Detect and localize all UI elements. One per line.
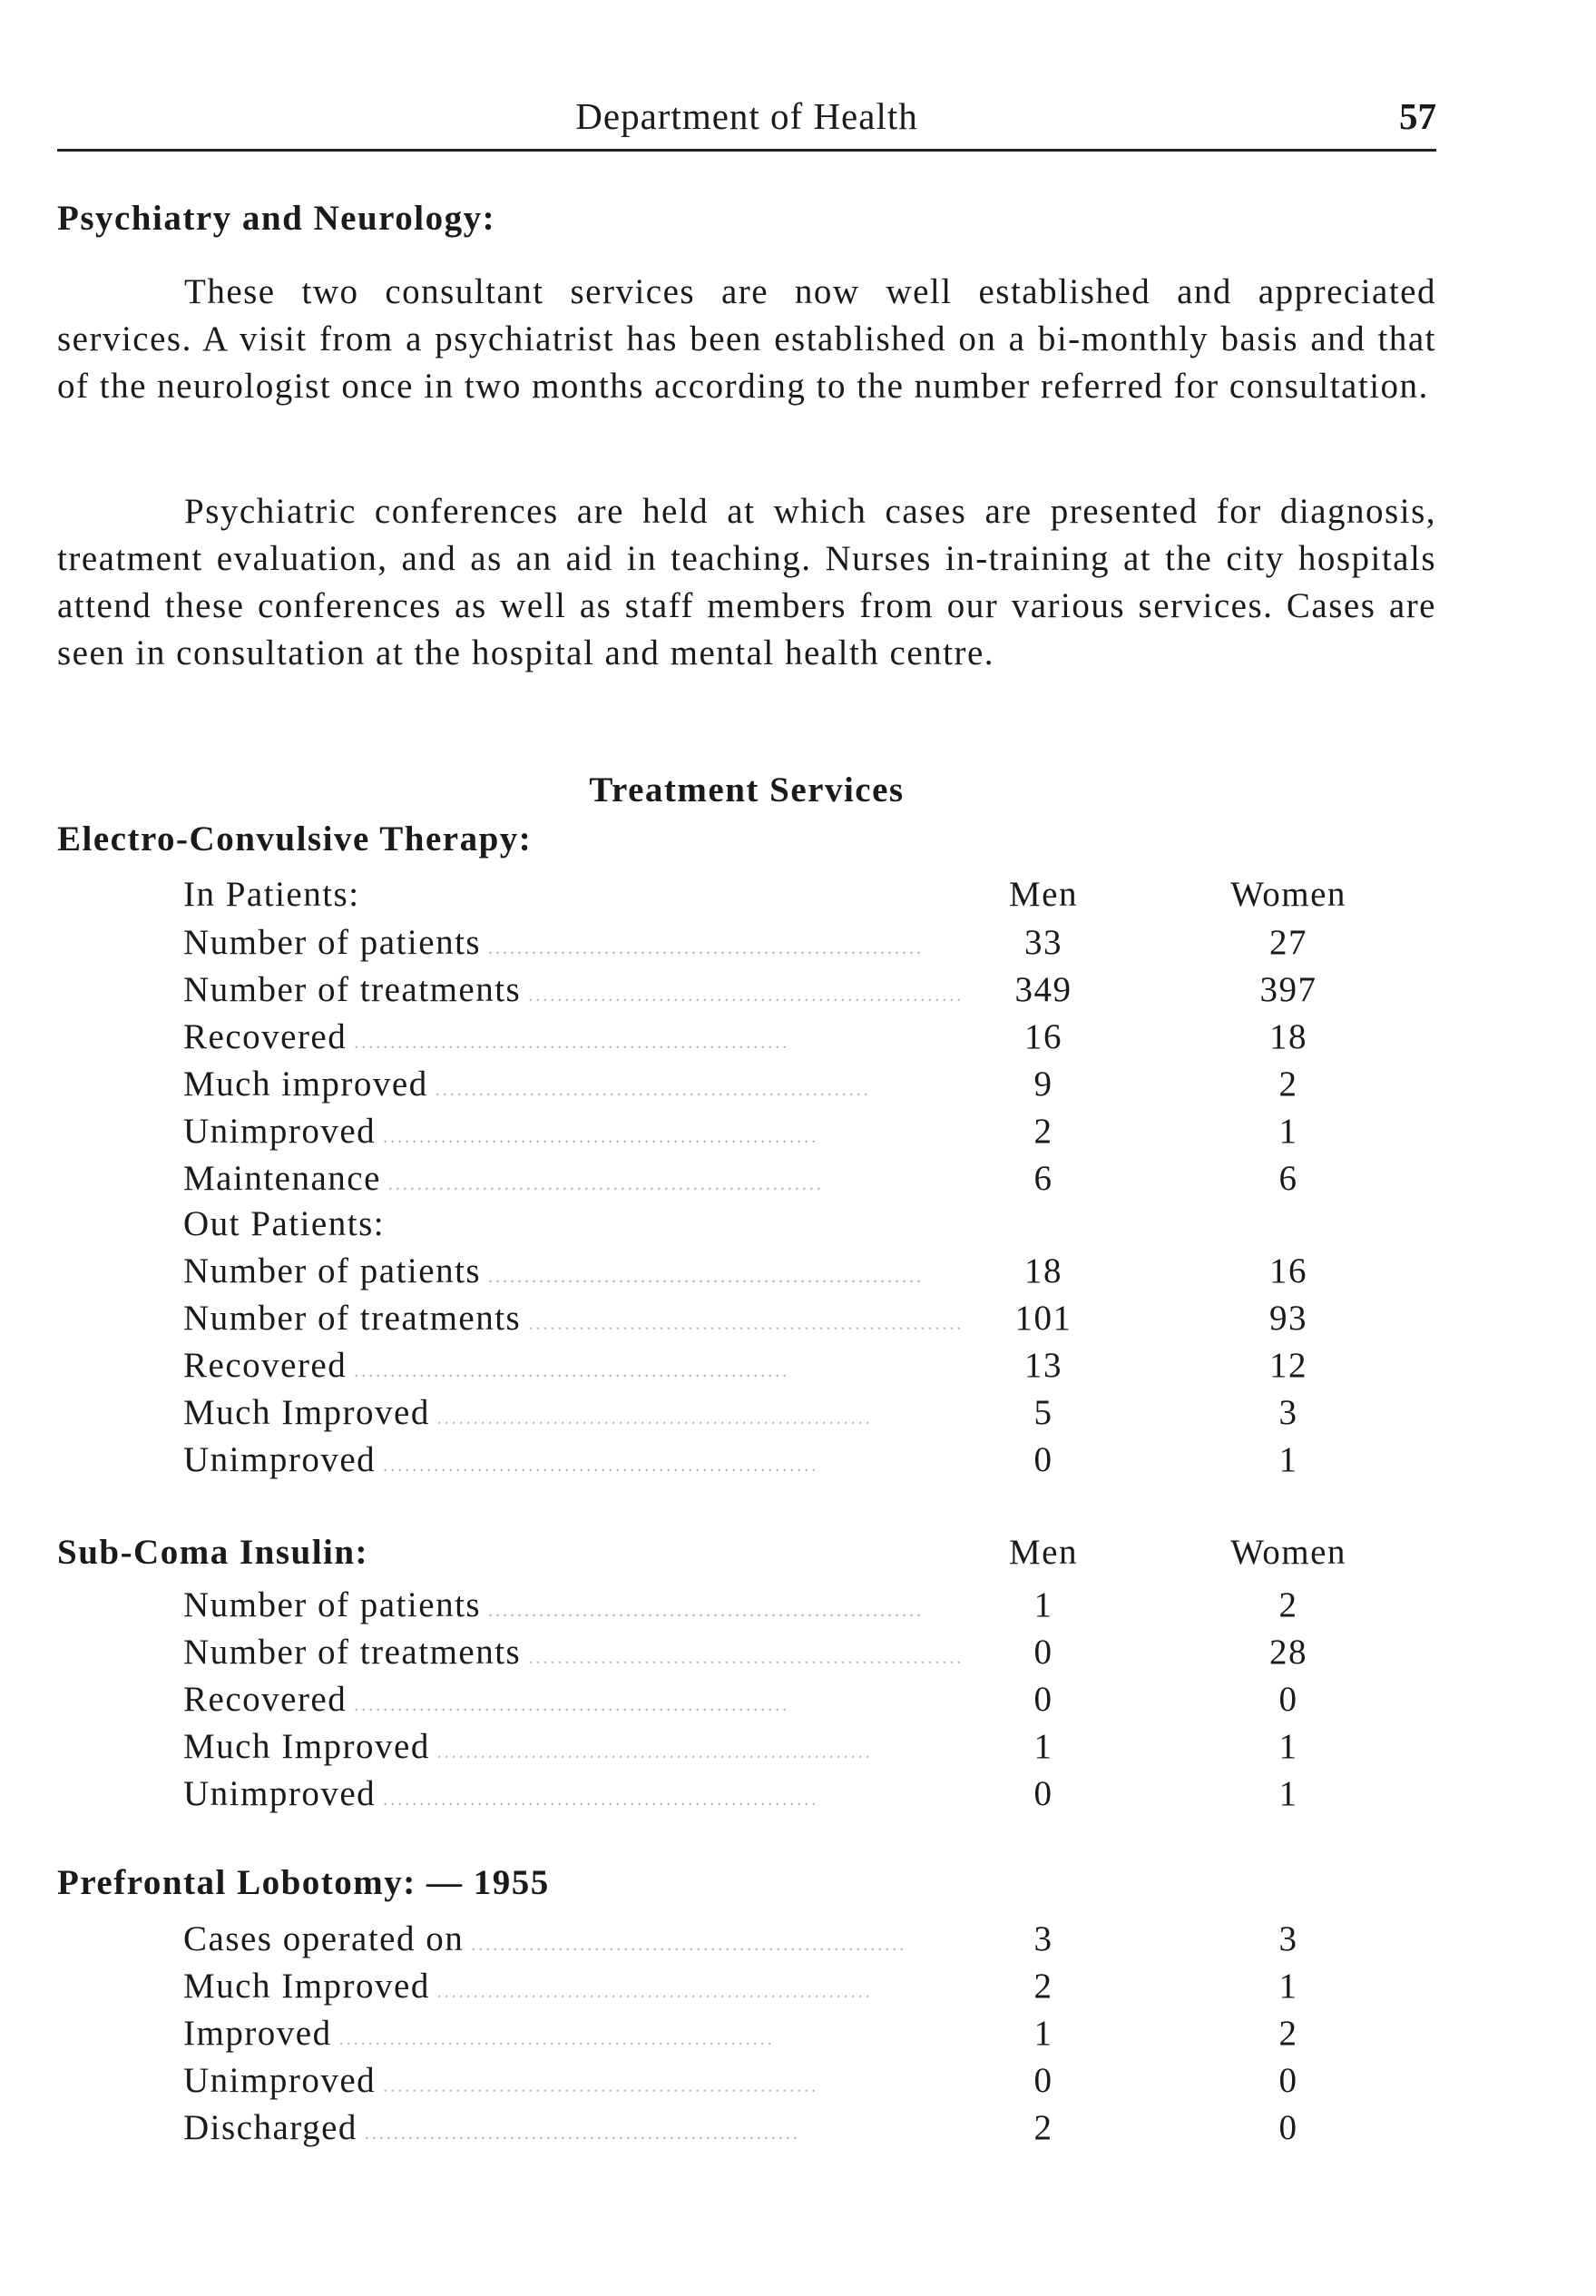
- table-row: [0, 1632, 1596, 1679]
- row-label-text: Much Improved: [183, 1393, 430, 1432]
- row-label: [183, 1726, 873, 1767]
- row-label: [183, 1345, 809, 1386]
- men-value: 3: [1033, 1919, 1053, 1958]
- leader-dots: ............................................................: [481, 1267, 925, 1287]
- men-value: 0: [1033, 1774, 1053, 1813]
- women-value: 1: [1278, 1967, 1298, 2006]
- men-value: 1: [1033, 1585, 1053, 1624]
- row-label: [183, 1064, 871, 1104]
- paragraph-1: [57, 269, 1436, 410]
- table-row: [0, 969, 1596, 1016]
- leader-dots: ............................................................: [521, 986, 964, 1006]
- men-value: 0: [1033, 2061, 1053, 2100]
- row-label: [183, 1016, 809, 1057]
- leader-dots: ............................................................: [427, 1080, 871, 1100]
- row-label-text: Cases operated on: [183, 1919, 465, 1958]
- leader-dots: ............................................................: [376, 1127, 819, 1147]
- table-row: [0, 1439, 1596, 1487]
- row-label: [183, 1966, 873, 2007]
- women-value: 397: [1259, 970, 1317, 1009]
- row-label: [183, 922, 925, 963]
- page-number: 57: [1399, 95, 1436, 137]
- leader-dots: ............................................................: [481, 938, 925, 958]
- row-label-text: Number of treatments: [183, 1633, 522, 1672]
- women-value: 27: [1269, 923, 1307, 962]
- row-label-text: Unimproved: [183, 2061, 377, 2100]
- ect-heading: Electro-Convulsive Therapy:: [57, 819, 533, 859]
- lobotomy-heading: Prefrontal Lobotomy: — 1955: [57, 1863, 550, 1902]
- row-label: [183, 1392, 873, 1433]
- running-title: Department of Health: [575, 95, 918, 137]
- row-label: [183, 2013, 809, 2054]
- table-row: [0, 1966, 1596, 2013]
- row-label-text: Much Improved: [183, 1727, 430, 1766]
- leader-dots: ............................................................: [331, 2029, 775, 2049]
- row-label-text: Recovered: [183, 1017, 348, 1056]
- women-value: 2: [1278, 1585, 1298, 1624]
- in-patients-label: In Patients:: [183, 875, 360, 914]
- row-label: [183, 2060, 819, 2101]
- men-value: 1: [1033, 2014, 1053, 2053]
- women-value: 1: [1278, 1774, 1298, 1813]
- row-label: [183, 1679, 809, 1720]
- row-label-text: Much improved: [183, 1065, 428, 1104]
- row-label-text: Recovered: [183, 1346, 348, 1385]
- row-label-text: Discharged: [183, 2108, 357, 2147]
- row-label-text: Unimproved: [183, 1112, 377, 1151]
- women-value: 16: [1269, 1251, 1307, 1290]
- women-value: 1: [1278, 1440, 1298, 1479]
- women-value: 0: [1278, 2108, 1298, 2147]
- men-value: 9: [1033, 1065, 1053, 1104]
- men-value: 101: [1014, 1299, 1072, 1338]
- women-value: 1: [1278, 1727, 1298, 1766]
- insulin-men-header: Men: [1009, 1533, 1078, 1572]
- table-row: [0, 1773, 1596, 1820]
- table-row: [0, 1016, 1596, 1064]
- women-value: 0: [1278, 1680, 1298, 1719]
- leader-dots: ............................................................: [380, 1174, 824, 1194]
- row-label-text: Unimproved: [183, 1440, 377, 1479]
- leader-dots: ............................................................: [376, 1456, 819, 1476]
- table-row: [0, 2060, 1596, 2107]
- paragraph-2-text: Psychiatric conferences are held at which cases are presented for diagnosis, treatment evaluation, and as an aid in teaching. Nurses in-training at the city hospitals attend these conferences as well as staff members from our various services. Cases are seen in consultation at the hospital and mental health centre.: [57, 492, 1436, 672]
- row-label: [183, 2107, 809, 2148]
- table-row: [0, 1392, 1596, 1439]
- table-row: [0, 1345, 1596, 1392]
- women-column-header: Women: [1230, 875, 1346, 914]
- men-value: 0: [1033, 1633, 1053, 1672]
- table-row: [0, 1064, 1596, 1111]
- table-row: [0, 1298, 1596, 1345]
- women-value: 93: [1269, 1299, 1307, 1338]
- leader-dots: ............................................................: [347, 1033, 790, 1053]
- row-label: [183, 1918, 907, 1959]
- row-label-text: Number of patients: [183, 1585, 482, 1624]
- women-value: 3: [1278, 1919, 1298, 1958]
- men-column-header: Men: [1009, 875, 1078, 914]
- insulin-women-header: Women: [1230, 1533, 1346, 1572]
- row-label-text: Number of patients: [183, 1251, 482, 1290]
- row-label: [183, 1111, 819, 1152]
- leader-dots: ............................................................: [521, 1314, 964, 1334]
- men-value: 18: [1024, 1251, 1062, 1290]
- leader-dots: ............................................................: [347, 1695, 790, 1715]
- men-value: 16: [1024, 1017, 1062, 1056]
- table-row: [0, 2013, 1596, 2060]
- running-head: [57, 94, 1436, 152]
- table-row: [0, 1726, 1596, 1773]
- women-value: 12: [1269, 1346, 1307, 1385]
- out-patients-row: [0, 1203, 1596, 1251]
- paragraph-2: [57, 488, 1436, 677]
- row-label: [183, 1298, 964, 1339]
- table-row: [0, 1918, 1596, 1966]
- women-value: 2: [1278, 2014, 1298, 2053]
- row-label: [183, 1251, 925, 1291]
- men-value: 0: [1033, 1440, 1053, 1479]
- women-value: 6: [1278, 1159, 1298, 1198]
- men-value: 0: [1033, 1680, 1053, 1719]
- table-row: [0, 1158, 1596, 1205]
- paragraph-1-text: These two consultant services are now well established and appreciated services. A visit from a psychiatrist has been established on a bi-monthly basis and that of the neurologist once in two months according to the number referred for consultation.: [57, 272, 1436, 406]
- out-patients-label: Out Patients:: [183, 1204, 386, 1243]
- table-row: [0, 922, 1596, 969]
- men-value: 6: [1033, 1159, 1053, 1198]
- men-value: 33: [1024, 923, 1062, 962]
- row-label-text: Number of patients: [183, 923, 482, 962]
- row-label: [183, 1585, 925, 1625]
- row-label-text: Number of treatments: [183, 970, 522, 1009]
- leader-dots: ............................................................: [376, 2076, 819, 2096]
- row-label: [183, 1632, 964, 1673]
- leader-dots: ............................................................: [347, 1361, 790, 1381]
- women-value: 2: [1278, 1065, 1298, 1104]
- men-value: 2: [1033, 2108, 1053, 2147]
- table-row: [0, 2107, 1596, 2154]
- leader-dots: ............................................................: [481, 1601, 925, 1621]
- men-value: 13: [1024, 1346, 1062, 1385]
- leader-dots: ............................................................: [521, 1648, 964, 1668]
- leader-dots: ............................................................: [357, 2124, 800, 2144]
- row-label-text: Number of treatments: [183, 1299, 522, 1338]
- row-label: [183, 969, 964, 1010]
- men-value: 349: [1014, 970, 1072, 1009]
- women-value: 3: [1278, 1393, 1298, 1432]
- table-row: [0, 1585, 1596, 1632]
- table-row: [0, 1111, 1596, 1158]
- women-value: 1: [1278, 1112, 1298, 1151]
- men-value: 5: [1033, 1393, 1053, 1432]
- row-label-text: Unimproved: [183, 1774, 377, 1813]
- women-value: 0: [1278, 2061, 1298, 2100]
- insulin-heading: Sub-Coma Insulin:: [57, 1533, 369, 1572]
- ect-column-header-row: [0, 874, 1596, 921]
- row-label: [183, 1773, 819, 1814]
- insulin-header-row: [0, 1532, 1596, 1579]
- leader-dots: ............................................................: [376, 1790, 819, 1810]
- leader-dots: ............................................................: [464, 1935, 907, 1955]
- row-label-text: Improved: [183, 2014, 332, 2053]
- men-value: 2: [1033, 1967, 1053, 2006]
- men-value: 1: [1033, 1727, 1053, 1766]
- leader-dots: ............................................................: [429, 1408, 873, 1428]
- row-label: [183, 1158, 824, 1199]
- leader-dots: ............................................................: [429, 1742, 873, 1762]
- women-value: 28: [1269, 1633, 1307, 1672]
- row-label-text: Much Improved: [183, 1967, 430, 2006]
- leader-dots: ............................................................: [429, 1982, 873, 2002]
- section-heading-psychiatry: Psychiatry and Neurology:: [57, 199, 496, 238]
- row-label-text: Maintenance: [183, 1159, 381, 1198]
- women-value: 18: [1269, 1017, 1307, 1056]
- row-label-text: Recovered: [183, 1680, 348, 1719]
- row-label: [183, 1439, 819, 1480]
- treatment-services-title: Treatment Services: [589, 770, 905, 809]
- table-row: [0, 1251, 1596, 1298]
- men-value: 2: [1033, 1112, 1053, 1151]
- table-row: [0, 1679, 1596, 1726]
